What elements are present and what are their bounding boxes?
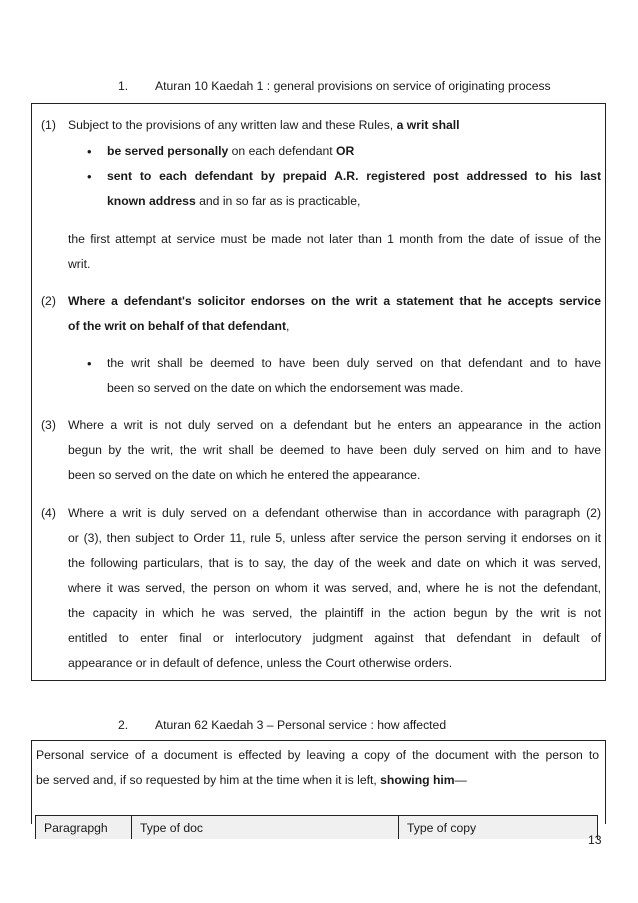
section-2-line-2-bold: showing him: [380, 773, 455, 787]
para-1-bullet-1: [107, 144, 354, 158]
para-4-line-7: appearance or in default of defence, unless the Court otherwise orders.: [68, 656, 453, 670]
table-header-row: [36, 816, 598, 840]
para-3-line-2: begun by the writ, the writ shall be deemed to have been duly served on him and to have: [68, 443, 601, 457]
section-2-line-2-dash: —: [454, 773, 467, 787]
para-3-line-1: Where a writ is not duly served on a defendant but he enters an appearance in the action: [68, 418, 601, 432]
section-2-box: [31, 740, 606, 835]
para-1-bullet-1-or: OR: [336, 144, 355, 158]
para-2-number: (2): [41, 294, 56, 308]
para-2-line-2-bold: of the writ on behalf of that defendant: [68, 319, 287, 333]
para-4-line-5: the capacity in which he was served, the plaintiff in the action begun by the writ is not: [68, 606, 601, 620]
para-2-bullet-line-2: been so served on the date on which the endorsement was made.: [107, 381, 464, 395]
section-2-title: Aturan 62 Kaedah 3 – Personal service : how affected: [155, 718, 447, 732]
table-header-type-of-doc: Type of doc: [132, 816, 399, 840]
para-4-line-4: where it was served, the person on whom it was served, and, where he is not the defendant,: [68, 581, 601, 595]
para-2-line-1: [68, 294, 601, 308]
para-4-number: (4): [41, 506, 56, 520]
para-1-lead-bold: a writ shall: [396, 118, 460, 132]
para-1-bullet-2-bold-address: known address: [107, 194, 196, 208]
table-header-type-of-copy: Type of copy: [399, 816, 598, 840]
para-3-number: (3): [41, 418, 56, 432]
para-3-line-3: been so served on the date on which he entered the appearance.: [68, 468, 421, 482]
para-1-lead-text: Subject to the provisions of any written law and these Rules,: [68, 118, 394, 132]
para-1-bullet-2-line-2: [107, 194, 360, 208]
para-1-tail-line-1: the first attempt at service must be made not later than 1 month from the date of issue of the: [68, 232, 601, 246]
para-2-line-2-comma: ,: [286, 319, 290, 333]
bullet-icon: •: [87, 144, 92, 159]
para-1-lead: [68, 118, 460, 132]
section-2-number: 2.: [118, 718, 129, 732]
bullet-icon: •: [87, 356, 92, 371]
section-2-line-1: Personal service of a document is effected by leaving a copy of the document with the person to: [36, 748, 599, 762]
section-2-line-2: [36, 773, 467, 787]
para-4-line-1: Where a writ is duly served on a defendant otherwise than in accordance with paragraph (2): [68, 506, 601, 520]
para-1-tail-line-2: writ.: [68, 257, 91, 271]
para-1-bullet-2-line-1: [107, 169, 601, 183]
para-2-line-1-bold: Where a defendant's solicitor endorses on the writ a statement that he accepts service: [68, 294, 601, 308]
para-1-bullet-2-text: and in so far as is practicable,: [199, 194, 361, 208]
para-1-number: (1): [41, 118, 56, 132]
para-2-line-2: [68, 319, 289, 333]
para-4-line-3: the following particulars, that is to say, the day of the week and date on which it was served,: [68, 556, 601, 570]
copy-type-table: [35, 815, 598, 839]
page-number: 13: [588, 833, 602, 847]
section-1-number: 1.: [118, 79, 129, 93]
para-4-line-6: entitled to enter final or interlocutory judgment against that defendant in default of: [68, 631, 601, 645]
section-1-box: [31, 103, 606, 681]
section-2-line-2-text: be served and, if so requested by him at the time when it is left,: [36, 773, 377, 787]
para-1-bullet-1-bold: be served personally: [107, 144, 229, 158]
section-1-title: Aturan 10 Kaedah 1 : general provisions on service of originating process: [155, 79, 551, 93]
bullet-icon: •: [87, 169, 92, 184]
table-header-paragraph: Paragrapgh: [36, 816, 132, 840]
para-4-line-2: or (3), then subject to Order 11, rule 5, unless after service the person serving it endorses on it: [68, 531, 601, 545]
para-1-bullet-1-text: on each defendant: [231, 144, 333, 158]
para-1-bullet-2-bold: sent to each defendant by prepaid A.R. registered post addressed to his last: [107, 169, 601, 183]
para-2-bullet-line-1: the writ shall be deemed to have been duly served on that defendant and to have: [107, 356, 601, 370]
